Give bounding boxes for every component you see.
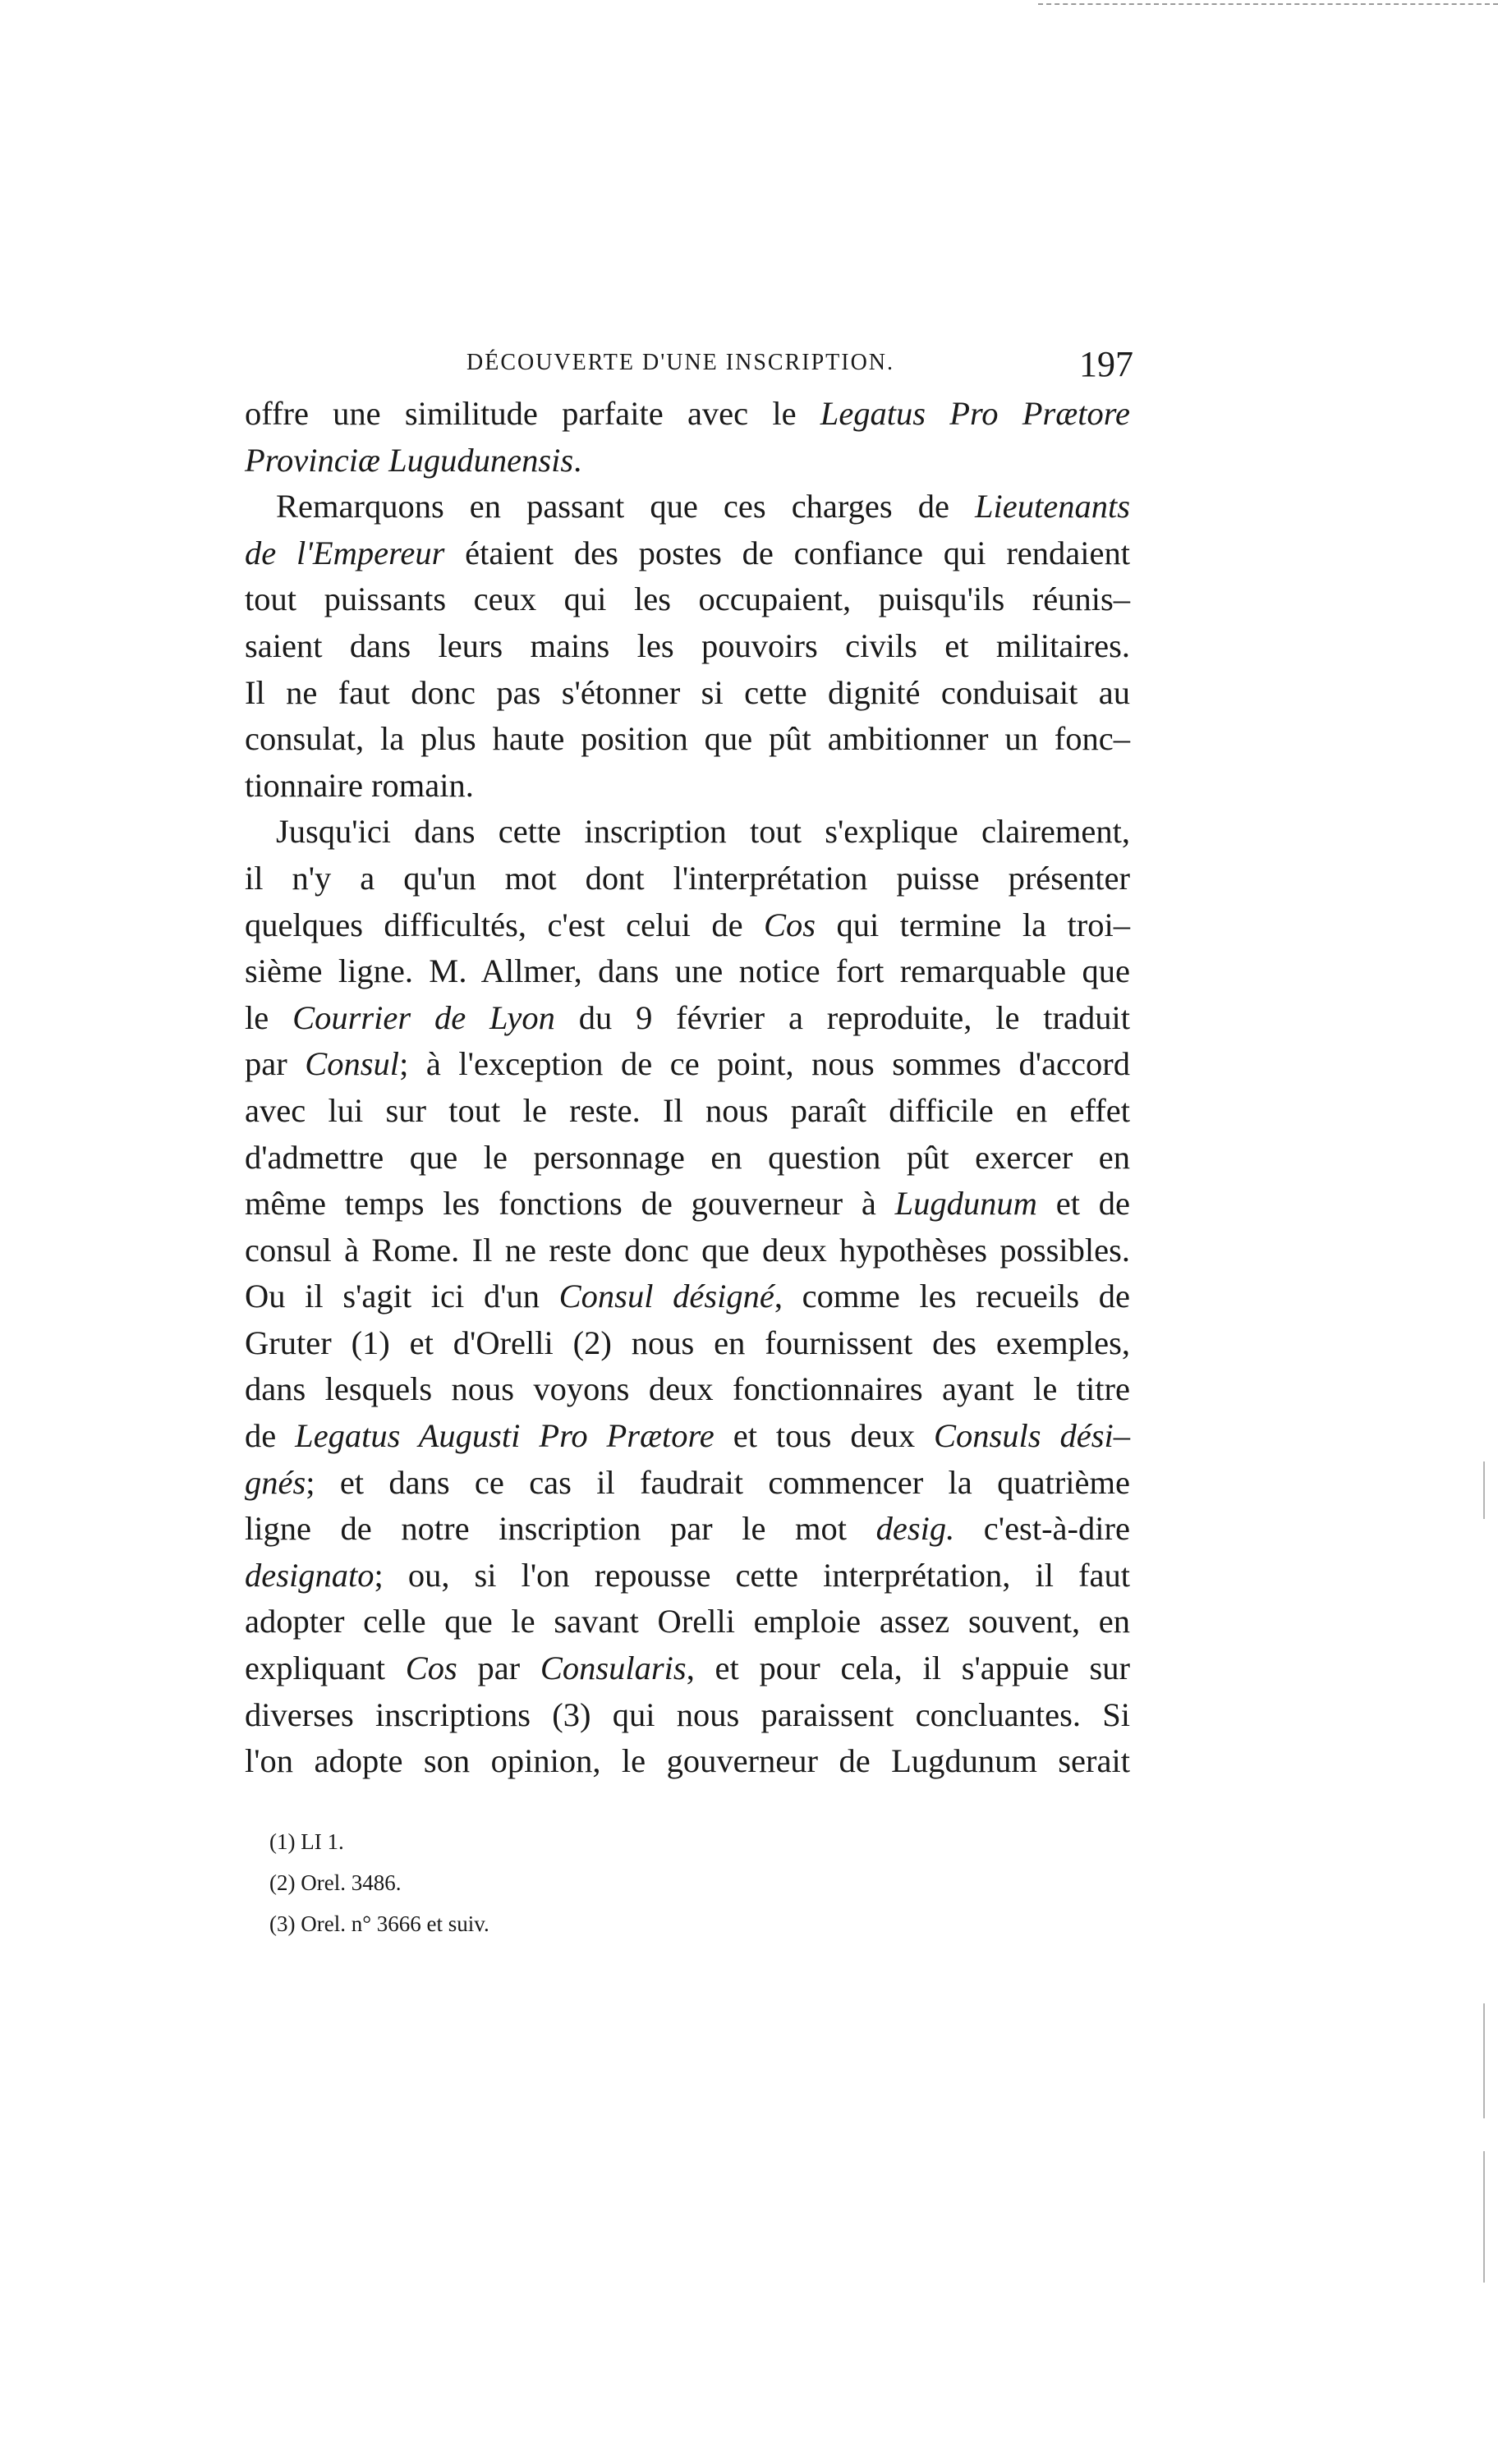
footnote: (1) LI 1.	[269, 1829, 344, 1854]
text-line: sième ligne. M. Allmer, dans une notice fort remarquable que	[245, 952, 1130, 990]
text-line: expliquant Cos par Consularis, et pour cela, il s'appuie sur	[245, 1650, 1130, 1687]
text-line: Remarquons en passant que ces charges de Lieutenants	[276, 488, 1130, 525]
text-line: quelques difficultés, c'est celui de Cos qui termine la troi–	[245, 906, 1130, 943]
text-line: consul à Rome. Il ne reste donc que deux hypothèses possibles.	[245, 1231, 1130, 1269]
scan-edge-rule	[1038, 3, 1498, 7]
text-line: gnés; et dans ce cas il faudrait commencer la quatrième	[245, 1463, 1130, 1501]
text-line: par Consul; à l'exception de ce point, nous sommes d'accord	[245, 1045, 1130, 1083]
text-line: saient dans leurs mains les pouvoirs civils et militaires.	[245, 626, 1130, 664]
text-line: le Courrier de Lyon du 9 février a reproduite, le traduit	[245, 998, 1130, 1036]
footnote: (2) Orel. 3486.	[269, 1870, 402, 1895]
text-line: consulat, la plus haute position que pût ambitionner un fonc–	[245, 720, 1130, 758]
margin-scan-mark	[1483, 2151, 1485, 2283]
text-line: avec lui sur tout le reste. Il nous paraît difficile en effet	[245, 1091, 1130, 1129]
text-line: tionnaire romain.	[245, 766, 474, 804]
text-line: tout puissants ceux qui les occupaient, puisqu'ils réunis–	[245, 580, 1130, 618]
text-line: d'admettre que le personnage en question pût exercer en	[245, 1138, 1130, 1176]
text-line: adopter celle que le savant Orelli emploie assez souvent, en	[245, 1603, 1130, 1640]
text-line: Ou il s'agit ici d'un Consul désigné, comme les recueils de	[245, 1278, 1130, 1315]
footnotes	[269, 1821, 489, 1944]
footnote: (3) Orel. n° 3666 et suiv.	[269, 1911, 489, 1936]
running-head	[246, 343, 1133, 392]
text-line: dans lesquels nous voyons deux fonctionnaires ayant le titre	[245, 1370, 1130, 1408]
running-title: DÉCOUVERTE D'UNE INSCRIPTION.	[466, 350, 895, 375]
text-line: Il ne faut donc pas s'étonner si cette dignité conduisait au	[245, 673, 1130, 711]
text-line: Provinciæ Lugudunensis.	[245, 441, 582, 479]
text-line: même temps les fonctions de gouverneur à Lugdunum et de	[245, 1185, 1130, 1223]
margin-scan-mark	[1483, 2003, 1485, 2118]
text-line: de l'Empereur étaient des postes de confiance qui rendaient	[245, 534, 1130, 571]
text-line: offre une similitude parfaite avec le Legatus Pro Prætore	[245, 395, 1130, 432]
text-line: designato; ou, si l'on repousse cette interprétation, il faut	[245, 1556, 1130, 1594]
page-number: 197	[1079, 344, 1133, 384]
text-line: diverses inscriptions (3) qui nous paraissent concluantes. Si	[245, 1695, 1130, 1733]
text-line: l'on adopte son opinion, le gouverneur de Lugdunum serait	[245, 1742, 1130, 1780]
text-line: il n'y a qu'un mot dont l'interprétation puisse présenter	[245, 859, 1130, 897]
text-line: de Legatus Augusti Pro Prætore et tous deux Consuls dési–	[245, 1417, 1130, 1455]
text-line: Jusqu'ici dans cette inscription tout s'explique clairement,	[276, 813, 1130, 851]
text-line: Gruter (1) et d'Orelli (2) nous en fournissent des exemples,	[245, 1324, 1130, 1361]
text-line: ligne de notre inscription par le mot desig. c'est-à-dire	[245, 1510, 1130, 1548]
margin-scan-mark	[1483, 1461, 1485, 1519]
body-text	[245, 391, 1130, 1785]
